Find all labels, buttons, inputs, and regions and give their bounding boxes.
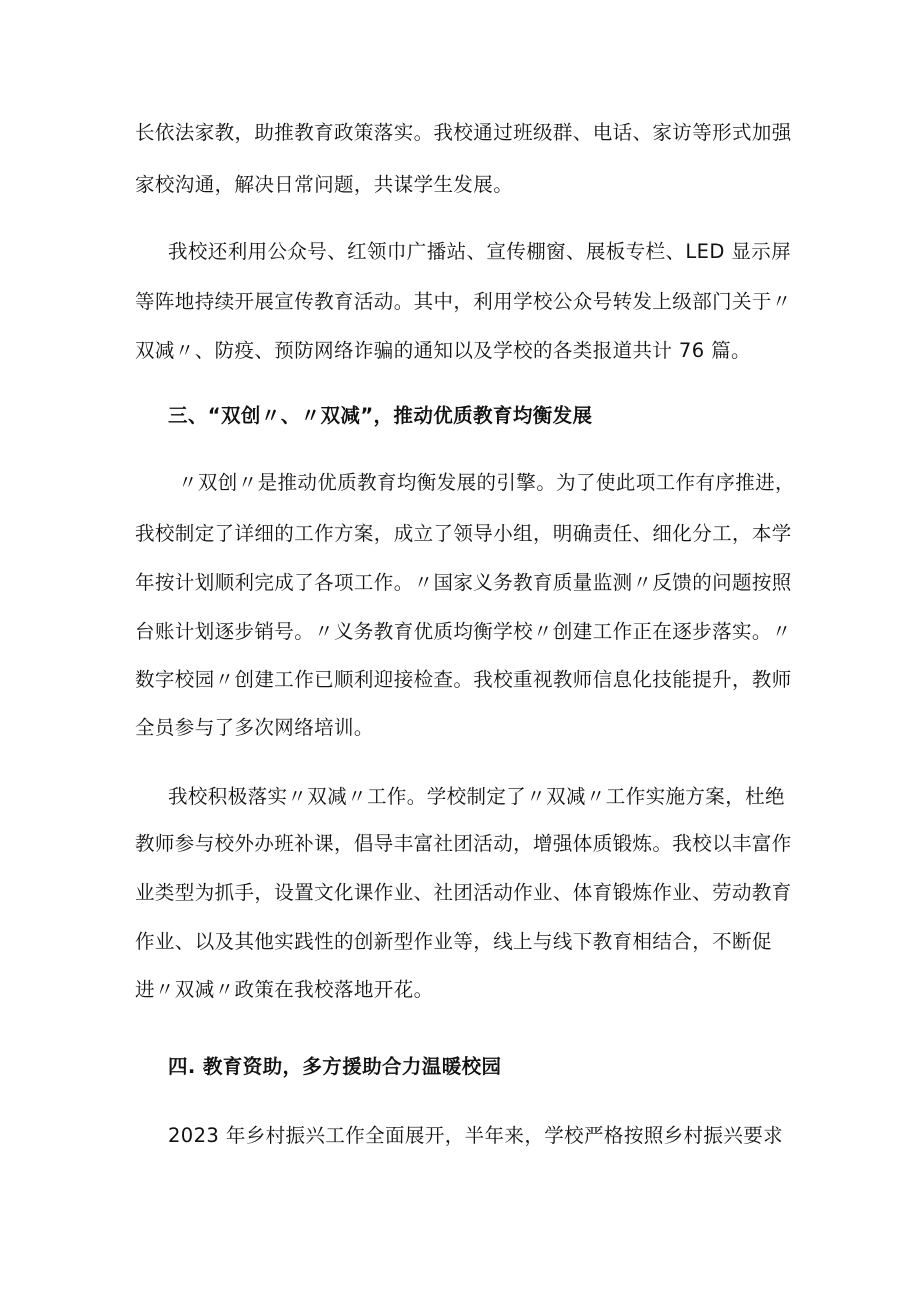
paragraph-1-line-1: 长依法家教，助推教育政策落实。我校通过班级群、电话、家访等形式加强 [135, 121, 792, 144]
paragraph-3-line-2: 我校制定了详细的工作方案，成立了领导小组，明确责任、细化分工，本学 [135, 522, 792, 545]
paragraph-3-line-1: 〃双创〃是推动优质教育均衡发展的引擎。为了使此项工作有序推进， [178, 471, 795, 494]
paragraph-4-line-2: 教师参与校外办班补课，倡导丰富社团活动，增强体质锻炼。我校以丰富作 [135, 832, 792, 855]
paragraph-5-line-1: 2023 年乡村振兴工作全面展开，半年来，学校严格按照乡村振兴要求 [168, 1124, 784, 1147]
paragraph-2-line-1: 我校还利用公众号、红领巾广播站、宣传棚窗、展板专栏、LED 显示屏 [168, 240, 792, 263]
paragraph-3-line-5: 数字校园〃创建工作已顺利迎接检查。我校重视教师信息化技能提升，教师 [135, 668, 792, 691]
paragraph-4-line-4: 作业、以及其他实践性的创新型作业等，线上与线下教育相结合，不断促 [135, 930, 772, 953]
paragraph-3-line-4: 台账计划逐步销号。〃义务教育优质均衡学校〃创建工作正在逐步落实。〃 [135, 620, 792, 643]
paragraph-1-line-2: 家校沟通，解决日常问题，共谋学生发展。 [135, 173, 514, 196]
paragraph-4-line-5: 进〃双减〃政策在我校落地开花。 [135, 978, 434, 1001]
paragraph-2-line-2: 等阵地持续开展宣传教育活动。其中，利用学校公众号转发上级部门关于〃 [135, 290, 792, 313]
paragraph-3-line-6: 全员参与了多次网络培训。 [135, 716, 374, 739]
paragraph-3-line-3: 年按计划顺利完成了各项工作。〃国家义务教育质量监测〃反馈的问题按照 [135, 571, 792, 594]
paragraph-2-line-3: 双减〃、防疫、预防网络诈骗的通知以及学校的各类报道共计 76 篇。 [135, 339, 751, 362]
paragraph-4-line-3: 业类型为抓手，设置文化课作业、社团活动作业、体育锻炼作业、劳动教育 [135, 881, 792, 904]
section-heading-3: 三、“双创〃、〃双减”，推动优质教育均衡发展 [168, 404, 593, 427]
section-heading-4: 四. 教育资助，多方援助合力温暖校园 [168, 1055, 502, 1078]
paragraph-4-line-1: 我校积极落实〃双减〃工作。学校制定了〃双减〃工作实施方案，杜绝 [168, 785, 785, 808]
